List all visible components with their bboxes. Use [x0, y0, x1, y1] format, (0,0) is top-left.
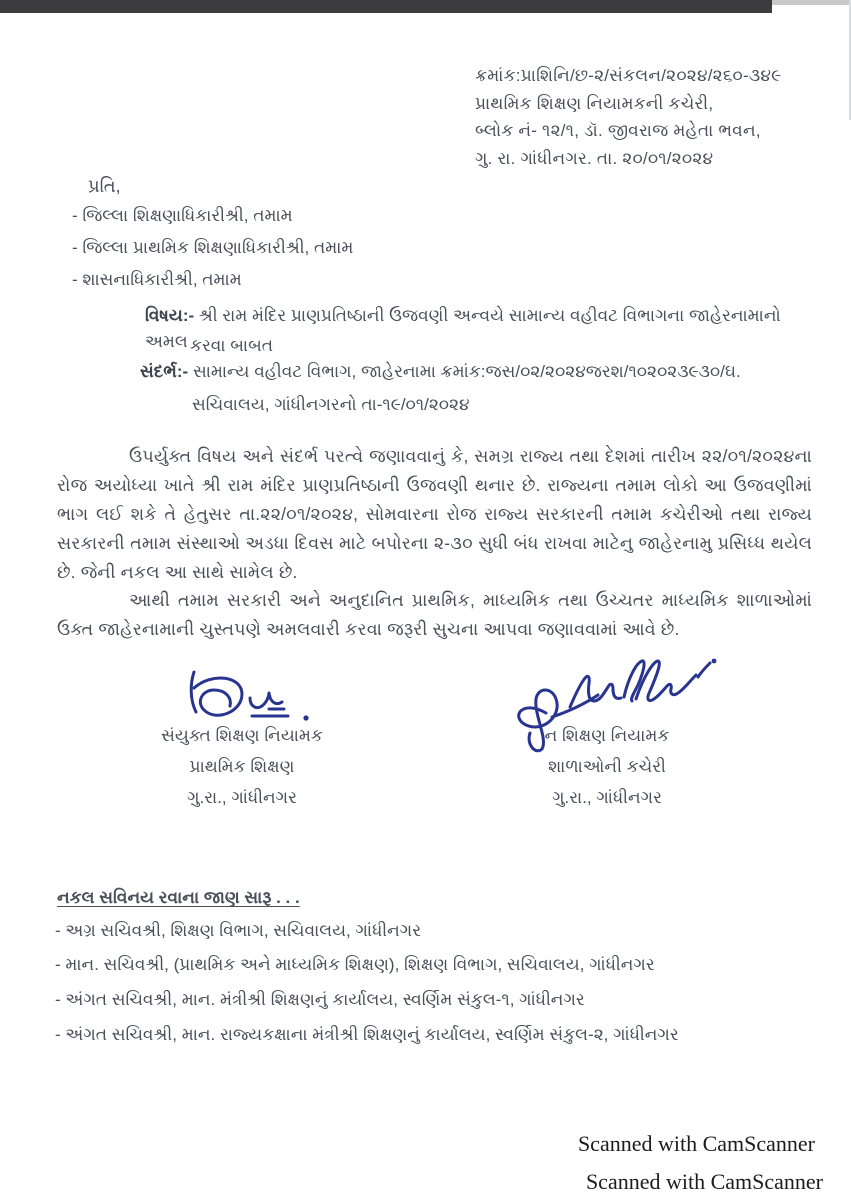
office-address: બ્લોક નં- ૧૨/૧, ડૉ. જીવરાજ મહેતા ભવન, [475, 121, 761, 140]
cc-line: - અંગત સચિવશ્રી, માન. રાજ્યકક્ષાના મંત્રીશ્રી શિક્ષણનું કાર્યાલય, સ્વર્ણિમ સંકુલ-૨, ગાંધીનગર [55, 1025, 679, 1044]
subject-text: શ્રી રામ મંદિર પ્રાણપ્રતિષ્ઠાની ઉજવણી અન્વયે સામાન્ય વહીવટ વિભાગના જાહેરનામાનો અમલ [145, 306, 781, 351]
recipient-line: - શાસનાધિકારીશ્રી, તમામ [72, 270, 242, 289]
reference-text: સામાન્ય વહીવટ વિભાગ, જાહેરનામા ક્રમાંક:જસ/૦૨/૨૦૨૪જરશ/૧૦૨૦૨૩૯૩૦/ઘ. [192, 362, 741, 381]
body-paragraph-1: ઉપર્યુક્ત વિષય અને સંદર્ભ પરત્વે જણાવવાનું કે, સમગ્ર રાજ્ય તથા દેશમાં તારીખ ૨૨/૦૧/૨૦૨૪ના રોજ અયોધ્યા ખાતે શ્રી રામ મંદિર પ્રાણપ્રતિષ્ઠાની ઉજવણી થનાર છે. રાજ્યના તમામ લોકો આ ઉજવણીમાં ભાગ લઈ શકે તે હેતુસર તા.૨૨/૦૧/૨૦૨૪, સોમવારના રોજ રાજ્ય સરકારની તમામ કચેરીઓ તથા રાજ્ય સરકારની તમામ સંસ્થાઓ અડધા દિવસ માટે બપોરના ૨-૩૦ સુધી બંધ રાખવા માટેનુ જાહેરનામુ પ્રસિધ્ધ થયેલ છે. જેની નકલ આ સાથે સામેલ છે. [57, 446, 812, 582]
signatory-left-title: સંયુક્ત શિક્ષણ નિયામક [161, 726, 323, 745]
signatory-right-place: ગુ.રા., ગાંધીનગર [552, 788, 662, 807]
scan-shadow-band-light [772, 0, 851, 5]
signature-left [172, 666, 332, 728]
cc-line: - માન. સચિવશ્રી, (પ્રાથમિક અને માધ્યમિક શિક્ષણ), શિક્ષણ વિભાગ, સચિવાલય, ગાંધીનગર [55, 955, 655, 974]
signatory-left-place: ગુ.રા., ગાંધીનગર [187, 788, 297, 807]
office-name: પ્રાથમિક શિક્ષણ નિયામકની કચેરી, [475, 93, 714, 113]
reference-text-continued: સચિવાલય, ગાંધીનગરનો તા-૧૯/૦૧/૨૦૨૪ [192, 395, 470, 414]
subject-label: વિષય:- [145, 306, 195, 325]
camscanner-watermark: Scanned with CamScanner [585, 1169, 823, 1194]
signatory-right-title: ન શિક્ષણ નિયામક [544, 726, 670, 745]
recipient-line: - જિલ્લા પ્રાથમિક શિક્ષણાધિકારીશ્રી, તમામ [72, 238, 354, 257]
recipient-line: - જિલ્લા શિક્ષણાધિકારીશ્રી, તમામ [72, 206, 293, 225]
camscanner-watermark: Scanned with CamScanner [577, 1131, 815, 1156]
scan-shadow-band [0, 0, 772, 13]
reference-label: સંદર્ભ:- [140, 362, 189, 381]
place-and-date: ગુ. રા. ગાંધીનગર. તા. ૨૦/૦૧/૨૦૨૪ [475, 148, 714, 168]
letter-ref-number: ક્રમાંક:પ્રાશિનિ/છ-૨/સંકલન/૨૦૨૪/૨૬૦-૩૪૯ [475, 66, 782, 85]
letterhead [475, 62, 781, 172]
cc-heading: નકલ સવિનય રવાના જાણ સારૂ . . . [57, 888, 300, 907]
to-label: પ્રતિ, [88, 176, 121, 196]
subject-text-continued: કરવા બાબત [190, 336, 274, 355]
cc-line: - અંગત સચિવશ્રી, માન. મંત્રીશ્રી શિક્ષણનું કાર્યાલય, સ્વર્ણિમ સંકુલ-૧, ગાંધીનગર [55, 990, 585, 1009]
body-paragraph-2: આથી તમામ સરકારી અને અનુદાનિત પ્રાથમિક, માધ્યમિક તથા ઉચ્ચતર માધ્યમિક શાળાઓમાં ઉક્ત જાહેરનામાની ચુસ્તપણે અમલવારી કરવા જરૂરી સુચના આપવા જણાવવામાં આવે છે. [57, 590, 812, 639]
signatory-left-block [132, 726, 352, 819]
signatory-left-dept: પ્રાથમિક શિક્ષણ [189, 757, 295, 776]
cc-line: - અગ્ર સચિવશ્રી, શિક્ષણ વિભાગ, સચિવાલય, ગાંધીનગર [55, 921, 422, 940]
signatory-right-office: શાળાઓની કચેરી [548, 757, 666, 776]
signatory-right-block [492, 726, 722, 819]
reference-row [140, 362, 830, 382]
